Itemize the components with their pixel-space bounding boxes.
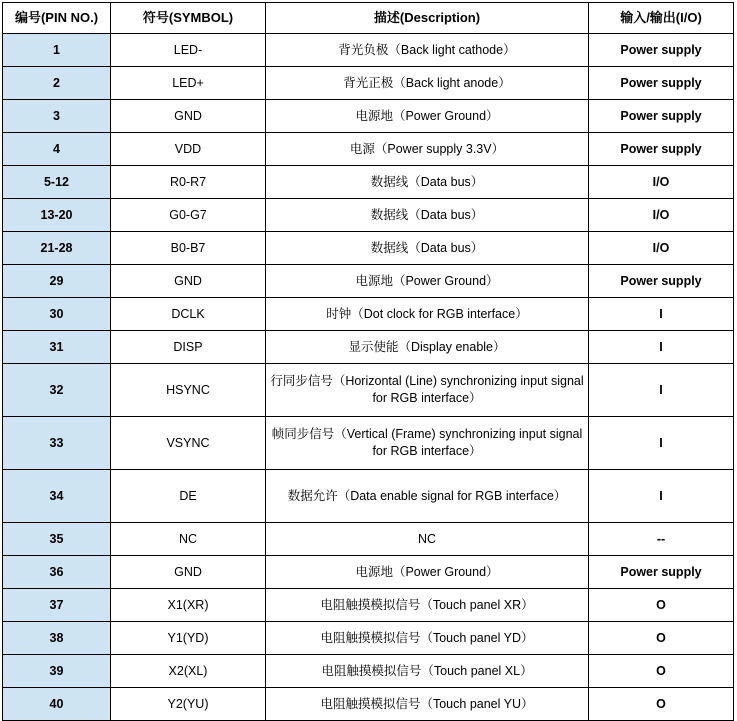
cell-description: 数据线（Data bus） (266, 166, 589, 199)
table-row (3, 331, 734, 364)
cell-description: 行同步信号（Horizontal (Line) synchronizing input signal for RGB interface） (266, 364, 589, 417)
table-row (3, 364, 734, 417)
cell-pin-no: 40 (3, 688, 111, 721)
cell-symbol: R0-R7 (111, 166, 266, 199)
table-row (3, 589, 734, 622)
column-header-symbol: 符号(SYMBOL) (111, 3, 266, 34)
table-body (3, 34, 734, 721)
cell-description: 电源（Power supply 3.3V） (266, 133, 589, 166)
table-row (3, 523, 734, 556)
cell-pin-no: 39 (3, 655, 111, 688)
cell-pin-no: 35 (3, 523, 111, 556)
cell-io: I (589, 331, 734, 364)
table-row (3, 232, 734, 265)
table-row (3, 67, 734, 100)
cell-pin-no: 4 (3, 133, 111, 166)
table-row (3, 133, 734, 166)
cell-io: Power supply (589, 556, 734, 589)
cell-io: I (589, 417, 734, 470)
cell-description: 电阻触摸模拟信号（Touch panel YD） (266, 622, 589, 655)
cell-io: I/O (589, 166, 734, 199)
table-row (3, 199, 734, 232)
cell-pin-no: 30 (3, 298, 111, 331)
cell-io: O (589, 622, 734, 655)
table-row (3, 622, 734, 655)
cell-io: Power supply (589, 67, 734, 100)
table-row (3, 688, 734, 721)
cell-symbol: LED- (111, 34, 266, 67)
cell-symbol: Y1(YD) (111, 622, 266, 655)
cell-symbol: VSYNC (111, 417, 266, 470)
cell-symbol: DE (111, 470, 266, 523)
cell-description: 数据允许（Data enable signal for RGB interface） (266, 470, 589, 523)
cell-pin-no: 3 (3, 100, 111, 133)
cell-io: O (589, 589, 734, 622)
pin-description-sheet (0, 2, 737, 711)
cell-description: 电源地（Power Ground） (266, 100, 589, 133)
cell-symbol: B0-B7 (111, 232, 266, 265)
cell-io: I (589, 470, 734, 523)
table-row (3, 166, 734, 199)
table-row (3, 655, 734, 688)
cell-description: 背光负极（Back light cathode） (266, 34, 589, 67)
table-row (3, 265, 734, 298)
cell-description: 电阻触摸模拟信号（Touch panel YU） (266, 688, 589, 721)
cell-io: O (589, 688, 734, 721)
cell-io: I/O (589, 199, 734, 232)
cell-symbol: HSYNC (111, 364, 266, 417)
table-row (3, 556, 734, 589)
cell-pin-no: 2 (3, 67, 111, 100)
cell-io: Power supply (589, 265, 734, 298)
cell-pin-no: 34 (3, 470, 111, 523)
table-row (3, 34, 734, 67)
cell-description: 数据线（Data bus） (266, 232, 589, 265)
cell-pin-no: 33 (3, 417, 111, 470)
cell-pin-no: 21-28 (3, 232, 111, 265)
cell-description: 显示使能（Display enable） (266, 331, 589, 364)
cell-symbol: X1(XR) (111, 589, 266, 622)
cell-pin-no: 1 (3, 34, 111, 67)
cell-symbol: VDD (111, 133, 266, 166)
cell-symbol: NC (111, 523, 266, 556)
table-header-row (3, 3, 734, 34)
cell-io: O (589, 655, 734, 688)
cell-pin-no: 37 (3, 589, 111, 622)
cell-description: 电阻触摸模拟信号（Touch panel XL） (266, 655, 589, 688)
table-row (3, 100, 734, 133)
cell-description: 背光正极（Back light anode） (266, 67, 589, 100)
column-header-io: 输入/输出(I/O) (589, 3, 734, 34)
column-header-description: 描述(Description) (266, 3, 589, 34)
column-header-pin-no: 编号(PIN NO.) (3, 3, 111, 34)
cell-description: 电源地（Power Ground） (266, 265, 589, 298)
cell-symbol: GND (111, 265, 266, 298)
cell-description: 数据线（Data bus） (266, 199, 589, 232)
cell-symbol: GND (111, 100, 266, 133)
cell-description: 帧同步信号（Vertical (Frame) synchronizing input signal for RGB interface） (266, 417, 589, 470)
cell-io: I (589, 298, 734, 331)
cell-symbol: DISP (111, 331, 266, 364)
cell-symbol: DCLK (111, 298, 266, 331)
cell-pin-no: 13-20 (3, 199, 111, 232)
cell-io: -- (589, 523, 734, 556)
cell-pin-no: 38 (3, 622, 111, 655)
cell-description: 电源地（Power Ground） (266, 556, 589, 589)
cell-pin-no: 29 (3, 265, 111, 298)
cell-pin-no: 36 (3, 556, 111, 589)
cell-pin-no: 5-12 (3, 166, 111, 199)
cell-description: 时钟（Dot clock for RGB interface） (266, 298, 589, 331)
pin-assignment-table (2, 2, 734, 721)
cell-symbol: Y2(YU) (111, 688, 266, 721)
cell-description: 电阻触摸模拟信号（Touch panel XR） (266, 589, 589, 622)
cell-pin-no: 32 (3, 364, 111, 417)
table-row (3, 417, 734, 470)
cell-description: NC (266, 523, 589, 556)
cell-io: I/O (589, 232, 734, 265)
cell-io: Power supply (589, 100, 734, 133)
table-row (3, 298, 734, 331)
cell-symbol: X2(XL) (111, 655, 266, 688)
cell-symbol: GND (111, 556, 266, 589)
cell-symbol: LED+ (111, 67, 266, 100)
table-row (3, 470, 734, 523)
cell-io: Power supply (589, 133, 734, 166)
cell-symbol: G0-G7 (111, 199, 266, 232)
cell-pin-no: 31 (3, 331, 111, 364)
table-header (3, 3, 734, 34)
cell-io: Power supply (589, 34, 734, 67)
cell-io: I (589, 364, 734, 417)
